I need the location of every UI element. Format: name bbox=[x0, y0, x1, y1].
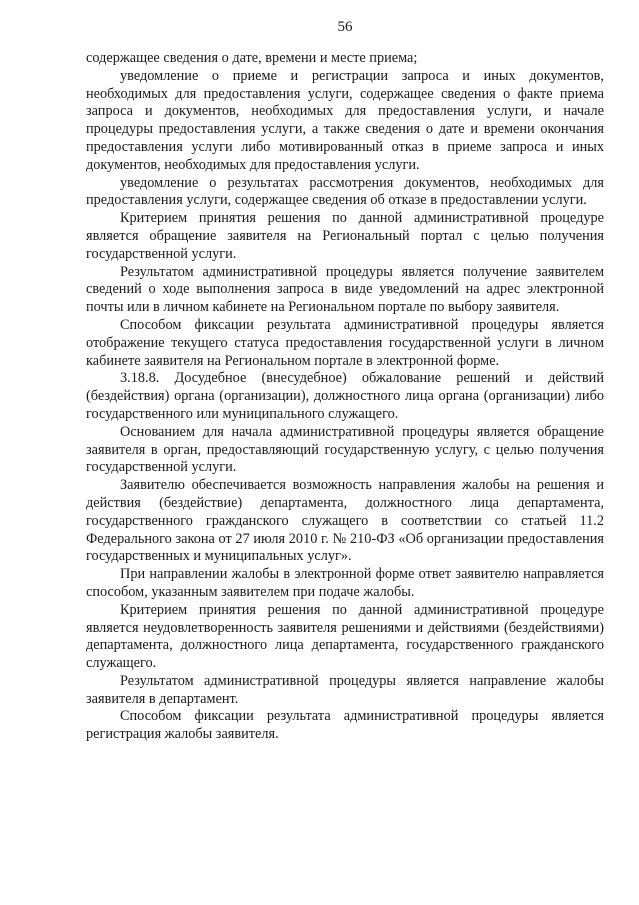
document-body bbox=[86, 50, 604, 744]
paragraph: Результатом административной процедуры является получение заявителем сведений о ходе выполнения запроса в виде уведомлений на адрес электронной почты или в личном кабинете на Региональном портале по выбору заявителя. bbox=[86, 263, 604, 316]
page-number: 56 bbox=[337, 19, 353, 35]
paragraph: уведомление о результатах рассмотрения документов, необходимых для предоставления услуги, содержащее сведения об отказе в предоставлении услуги. bbox=[86, 174, 604, 209]
paragraph: Заявителю обеспечивается возможность направления жалобы на решения и действия (бездействие) департамента, должностного лица департамента, государственного гражданского служащего в соответствии со статьей 11.2 Федерального закона от 27 июля 2010 г. № 210-ФЗ «Об организации предоставления государственных и муниципальных услуг». bbox=[86, 477, 604, 565]
section-heading-paragraph: 3.18.8. Досудебное (внесудебное) обжалование решений и действий (бездействия) органа (организации), должностного лица органа (организации) либо государственного или муниципального служащего. bbox=[86, 370, 604, 422]
paragraph: Способом фиксации результата административной процедуры является отображение текущего статуса предоставления государственной услуги в личном кабинете заявителя на Региональном портале в электронной форме. bbox=[86, 316, 604, 369]
paragraph: содержащее сведения о дате, времени и месте приема; bbox=[86, 50, 418, 66]
paragraph: Основанием для начала административной процедуры является обращение заявителя в орган, предоставляющий государственную услугу, с целью получения государственной услуги. bbox=[86, 423, 604, 476]
paragraph: Результатом административной процедуры является направление жалобы заявителя в департамент. bbox=[86, 672, 604, 707]
paragraph: Критерием принятия решения по данной административной процедуре является обращение заявителя на Региональный портал с целью получения государственной услуги. bbox=[86, 210, 604, 262]
paragraph: Способом фиксации результата административной процедуры является регистрация жалобы заявителя. bbox=[86, 708, 604, 743]
paragraph: уведомление о приеме и регистрации запроса и иных документов, необходимых для предоставления услуги, содержащее сведения о факте приема запроса и документов, необходимых для предоставления услуги, и начале процедуры предоставления услуги, а также сведения о дате и времени окончания предоставления услуги либо мотивированный отказ в приеме запроса и иных документов, необходимых для предоставления услуги. bbox=[86, 67, 604, 173]
paragraph: Критерием принятия решения по данной административной процедуре является неудовлетворенность заявителя решениями и действиями (бездействиями) департамента, должностного лица департамента, государственного гражданского служащего. bbox=[86, 601, 604, 672]
paragraph: При направлении жалобы в электронной форме ответ заявителю направляется способом, указанным заявителем при подаче жалобы. bbox=[86, 566, 604, 600]
